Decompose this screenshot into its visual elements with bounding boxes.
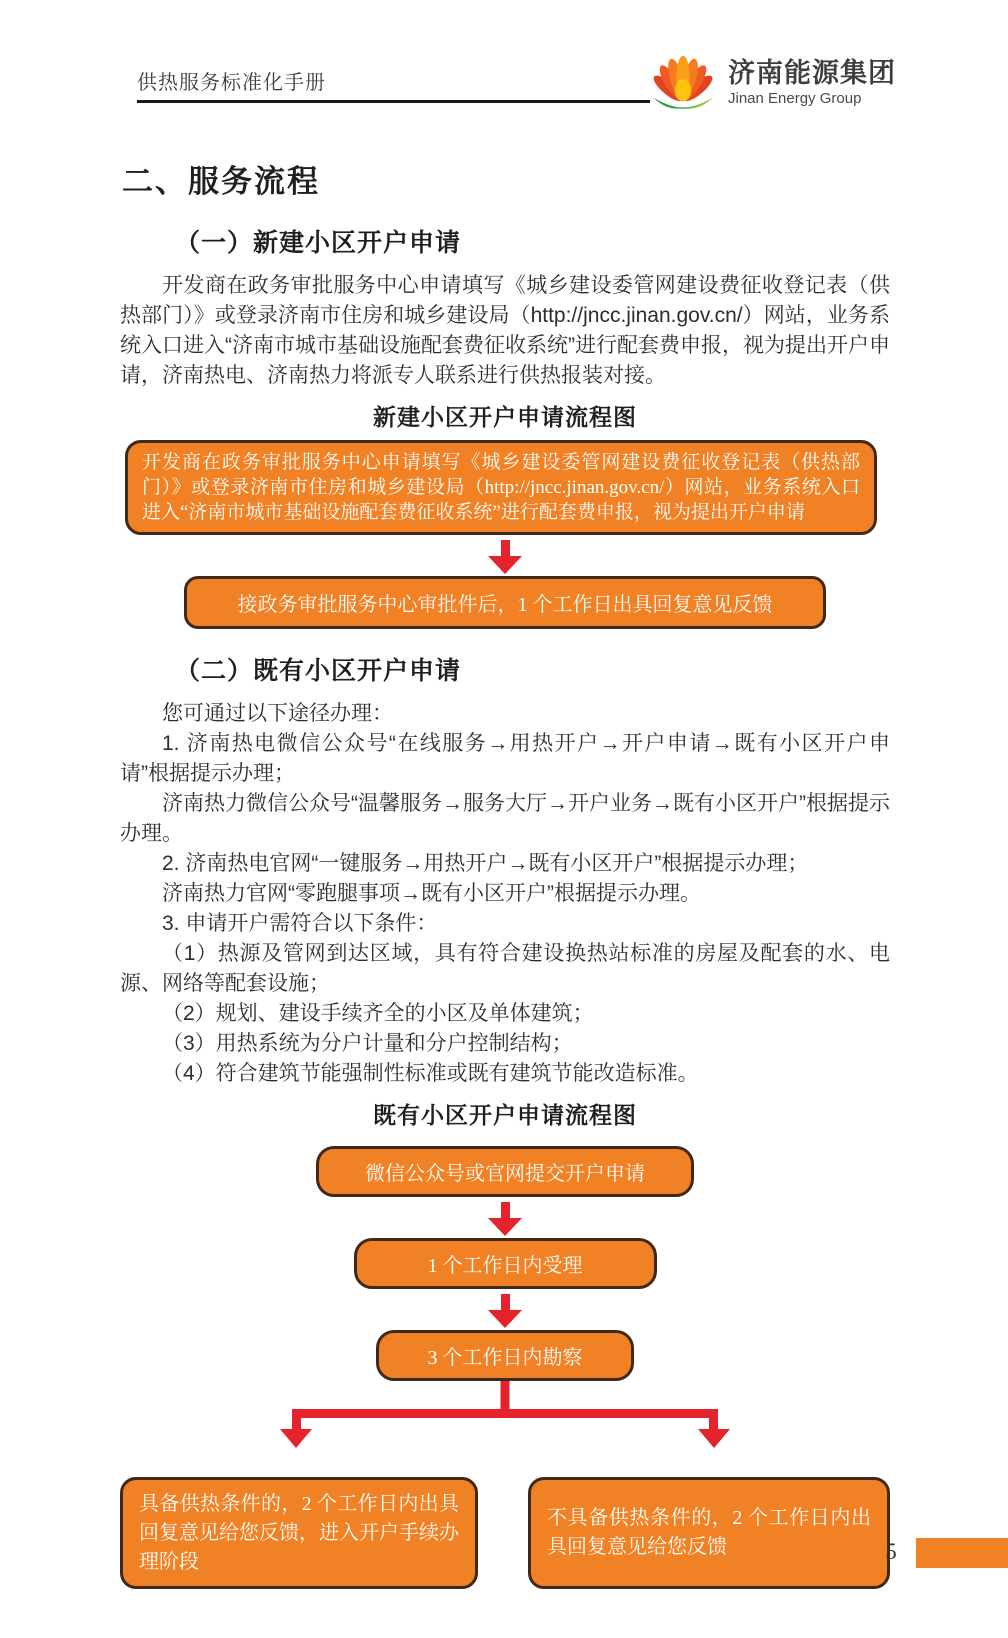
section2-heading: （二）既有小区开户申请 — [175, 657, 462, 685]
lotus-flame-icon — [646, 52, 720, 114]
body-paragraph: （2）规划、建设手续齐全的小区及单体建筑； — [162, 1002, 594, 1025]
body-paragraph: 济南热力微信公众号“温馨服务→服务大厅→开户业务→既有小区开户”根据提示办理。 — [120, 792, 890, 845]
flowchart2-outcome-yes: 具备供热条件的，2 个工作日内出具回复意见给您反馈，进入开户手续办理阶段 — [120, 1477, 478, 1589]
body-paragraph: （4）符合建筑节能强制性标准或既有建筑节能改造标准。 — [162, 1062, 699, 1085]
body-paragraph: （1）热源及管网到达区域，具有符合建设换热站标准的房屋及配套的水、电源、网络等配套设施； — [120, 942, 890, 995]
flowchart2-step-3: 3 个工作日内勘察 — [376, 1330, 634, 1381]
section1-heading: （一）新建小区开户申请 — [175, 229, 462, 257]
flowchart1-title: 新建小区开户申请流程图 — [373, 404, 637, 430]
flowchart1-step-1: 开发商在政务审批服务中心申请填写《城乡建设委管网建设费征收登记表（供热部门）》或登录济南市住房和城乡建设局（http://jncc.jinan.gov.cn/）网站，业务系统入口进入“济南市城市基础设施配套费征收系统”进行配套费申报，视为提出开户申请 — [125, 440, 877, 535]
flowchart2-step-1: 微信公众号或官网提交开户申请 — [316, 1146, 694, 1197]
footer-accent-bar — [916, 1538, 1008, 1568]
down-arrow-icon — [485, 1202, 525, 1236]
company-logo — [646, 52, 896, 114]
flowchart2-title: 既有小区开户申请流程图 — [373, 1102, 637, 1128]
body-paragraph: （3）用热系统为分户计量和分户控制结构； — [162, 1032, 573, 1055]
flowchart2-outcome-no: 不具备供热条件的，2 个工作日内出具回复意见给您反馈 — [528, 1477, 890, 1589]
footer-accent-bar — [810, 1538, 866, 1568]
page-content — [0, 156, 1008, 1589]
main-heading: 二、服务流程 — [122, 164, 320, 199]
header-divider — [137, 100, 650, 103]
body-paragraph: 1. 济南热电微信公众号“在线服务→用热开户→开户申请→既有小区开户申请”根据提示办理； — [120, 732, 890, 785]
logo-name-cn: 济南能源集团 — [728, 57, 896, 88]
branch-connector — [120, 1381, 890, 1477]
section1-paragraph: 开发商在政务审批服务中心申请填写《城乡建设委管网建设费征收登记表（供热部门）》或登录济南市住房和城乡建设局（http://jncc.jinan.gov.cn/）网站，业务系统入口进入“济南市城市基础设施配套费征收系统”进行配套费申报，视为提出开户申请，济南热电、济南热力将派专人联系进行供热报装对接。 — [120, 274, 890, 387]
flowchart2-step-2: 1 个工作日内受理 — [354, 1238, 657, 1289]
page-number: 5 — [885, 1539, 897, 1564]
body-paragraph: 2. 济南热电官网“一键服务→用热开户→既有小区开户”根据提示办理； — [162, 852, 809, 875]
section2-paragraphs — [120, 699, 890, 1089]
down-arrow-icon — [280, 1429, 312, 1448]
page-header — [0, 0, 1008, 116]
doc-title: 供热服务标准化手册 — [137, 72, 326, 94]
body-paragraph: 济南热力官网“零跑腿事项→既有小区开户”根据提示办理。 — [162, 882, 701, 905]
flowchart2-outcomes — [120, 1477, 890, 1589]
logo-text — [728, 59, 896, 107]
down-arrow-icon — [698, 1429, 730, 1448]
flowchart1-step-2: 接政务审批服务中心审批件后，1 个工作日出具回复意见反馈 — [184, 576, 826, 629]
body-paragraph: 3. 申请开户需符合以下条件： — [162, 912, 438, 935]
logo-name-en: Jinan Energy Group — [728, 89, 862, 107]
down-arrow-icon — [485, 1294, 525, 1328]
down-arrow-icon — [485, 540, 525, 574]
body-paragraph: 您可通过以下途径办理： — [162, 702, 393, 725]
